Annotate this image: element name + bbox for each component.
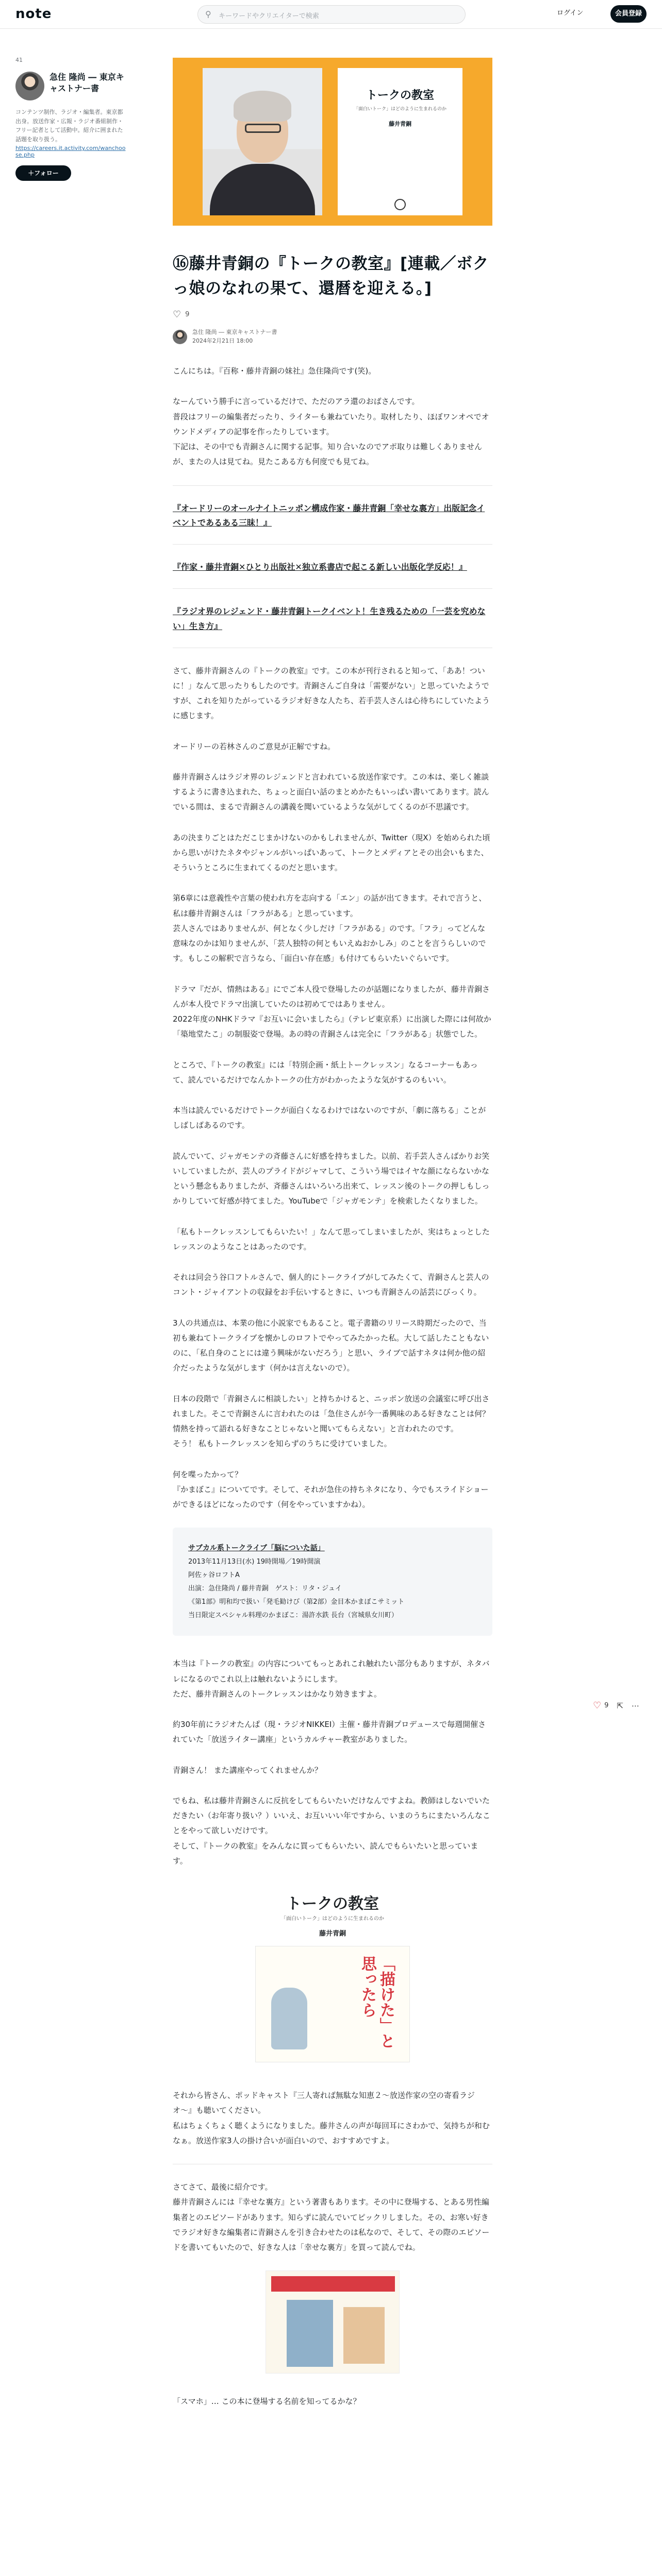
author-row — [173, 328, 492, 345]
paragraph: 約30年前にラジオたんぱ（現・ラジオNIKKEI）主催・藤井青銅プロデュースで毎週開催されていた「放送ライター講座」というカルチャー教室がありました。 — [173, 1720, 486, 1744]
divider — [173, 485, 492, 486]
paragraph: 何を喋ったかって？ 『かまぼこ』についてです。そして、それが急住の持ちネタになり、今でもスライドショーができるほどになったのです（何をやっていますかね）。 — [173, 1469, 489, 1510]
float-like-count: 9 — [604, 1702, 609, 1709]
paragraph: オードリーの若林さんのご意見が正解ですね。 — [173, 741, 336, 751]
article-main — [173, 58, 492, 2425]
like-count: 9 — [185, 311, 190, 319]
paragraph: さてさて、最後に紹介です。 藤井青銅さんには『幸せな裏方』という著書もあります。その中に登場する、とある男性編集者とのエピソードがあります。知らずに読んでいてピックリしました。その、お寒い好きでラジオ好きな編集者に青銅さんを引き合わせたのは私なので、そして、その際のエピソードを書いてもいたので、好きな人は「幸せな裏方」を買って読んでね。 — [173, 2182, 490, 2252]
paragraph: 読んでいて、ジャガモンテの斉藤さんに好感を持ちました。以前、若手芸人さんばかりお笑いしていましたが、芸人のプライドがジャマして、こういう場ではイヤな顔にならないかなという懸念もありましたが、斉藤さんはいろいろ出来て、レッスン後のトークの押しもしっかりしていて好感が持てました。YouTubeで「ジャガモンテ」を検索したくなりました。 — [173, 1151, 490, 1206]
photo-glasses — [245, 124, 281, 133]
paragraph: あの決まりごとはただこじまかけないのかもしれませんが、Twitter（現X）を始められた頃から思いがけたネタやジャンルがいっぱいあって、トークとメディアとその出会いもまた、そういうところに生まれてくるのだと思います。 — [173, 833, 490, 873]
book-cover-subtitle: 「面白いトーク」はどのように生まれるのか — [353, 107, 446, 112]
note-logo[interactable]: note — [15, 6, 52, 22]
paragraph: さて、藤井青銅さんの『トークの教室』です。この本が刊行されると知って、「ああ！ついに！」なんて思ったりもしたのです。青銅さんご自身は「需要がない」と思っていたようですが、これを知りたがっているラジオ好きな人たち、若手芸人さんは心待ちにしていたように感じます。 — [173, 666, 490, 721]
author-meta — [192, 328, 277, 345]
book-cover-title: トークの教室 — [366, 89, 434, 102]
event-special: 当日限定スペシャル料理のかまぼこ：湯許水鉄 長台（宮城県女川町） — [188, 1612, 398, 1620]
book-cover — [338, 68, 462, 215]
article-body — [173, 364, 492, 2409]
book-cover-text: 「描けた」と思ったら — [358, 1956, 395, 2049]
paragraph: でもね、私は藤井青銅さんに反抗をしてもらいたいだけなんですよね。教師はしないでいただきたい（お年寄り扱い？）いいえ、お互いいい年ですから、いまのうちにまたいろんなことをやって欲しいだけです。 そして、『トークの教室』をみんなに買ってもらいたい、読んでもらいたいと思っています。 — [173, 1795, 490, 1866]
article-title: ⑯藤井青銅の『トークの教室』[連載／ボクっ娘のなれの果て、還暦を迎える。] — [173, 255, 489, 298]
divider — [173, 544, 492, 545]
paragraph: 3人の共通点は、本業の他に小説家でもあること。電子書籍のリリース時期だったので、当初も兼ねてトークライブを懐かしのロフトでやってみたかった私。大して話したこともないのに、「私自身のことには違う興味がないだろう」と思い、ライブで話すネタは何か他の紹介だったような気がします（何かは言えないので）。 — [173, 1318, 489, 1373]
book-image-subtitle: 「面白いトーク」はどのように生まれるのか — [281, 1916, 384, 1922]
author-meta-date: 2024年2月21日 18:00 — [192, 337, 253, 344]
book-image-title: トークの教室 — [286, 1895, 379, 1913]
creator-name[interactable]: 急住 隆尚 ― 東京キャストナー書 — [49, 72, 124, 94]
paragraph: それから皆さん、ポッドキャスト『三人寄れば無駄な知恵２〜放送作家の空の寄看ラジオ〜』も聴いてください。 私はちょくちょく聴くようになりました。藤井さんの声が毎回耳にさわかで、気持ちが和むなぁ。放送作家3人の掛け合いが面白いので、おすすめですよ。 — [173, 2091, 490, 2145]
publisher-mark-icon — [394, 199, 406, 210]
search-placeholder[interactable]: キーワードやクリエイターで検索 — [219, 12, 319, 20]
thumbnail-photo — [287, 2300, 333, 2367]
paragraph: 第6章には意義性や言葉の使われ方を志向する「エン」の話が出てきます。それで言うと、私は藤井青銅さんは「フラがある」と思っています。 芸人さんではありませんが、何となく少しだけ「フラがある」のです。「フラ」ってどんな意味なのかは知りませんが、「芸人独特の何ともいえぬおかしみ」のことを言うらしいのです。もしこの解釈で言うなら、「面白い存在感」も付けてもらいたいぐらいです。 — [173, 893, 487, 963]
thumbnail-photo — [343, 2307, 385, 2364]
paragraph: 本当は読んでいるだけでトークが面白くなるわけではないのですが、「劇に落ちる」ことがしばしばあるのです。 — [173, 1106, 486, 1130]
event-date: 2013年11月13日(水) 19時開場／19時開演 — [188, 1558, 321, 1566]
share-icon[interactable]: ⇱ — [617, 1701, 623, 1710]
paragraph: 日本の段階で「青銅さんに相談したい」と持ちかけると、ニッポン放送の会議室に呼び出されました。そこで青銅さんに言われたのは「急住さんが今一番興味のある好きなことは何？情熱を持って語れる好きなことじゃないと聞いてもらえない」と言われたのです。 そう！ 私もトークレッスンを知らずのうちに受けていました。 — [173, 1394, 490, 1449]
book-thumbnail[interactable] — [266, 2270, 400, 2374]
floating-action-bar — [593, 1700, 639, 1711]
heart-icon[interactable]: ♡ — [593, 1700, 602, 1711]
paragraph: 藤井青銅さんはラジオ界のレジェンドと言われている放送作家です。この本は、楽しく雑談するように書き込まれた、ちょっと面白い話のまとめかたもいっぱい書いてあります。読んでいる間は、まるで青銅さんの講義を聞いているような気がしてくるのが不思議です。 — [173, 772, 489, 812]
search-box[interactable] — [197, 5, 466, 24]
hero-image — [173, 58, 492, 226]
creator-profile — [15, 72, 126, 100]
avatar[interactable] — [15, 72, 44, 100]
creator-bio: コンテンツ制作、ラジオ・編集者。東京都出身。放送作家・広報・ラジオ番組制作・フリー記者として活動中。紹介に囲まれた話題を取り扱う。 — [15, 109, 123, 143]
paragraph: それは同会う谷口フトルさんで、個人的にトークライブがしてみたくて、青銅さんと芸人のコント・ジャイアントの収録をお手伝いするときに、いつも青銅さんの話芸にびっくり。 — [173, 1273, 489, 1297]
paragraph: 本当は『トークの教室』の内容についてもっとあれこれ触れたい部分もありますが、ネタバレになるのでこれ以上は触れないようにします。 ただ、藤井青銅さんのトークレッスンはかなり効きますよ。 — [173, 1659, 490, 1699]
author-avatar[interactable] — [173, 330, 187, 344]
creator-sidebar — [15, 57, 126, 181]
event-info-box — [173, 1528, 492, 1636]
book-cover-author: 藤井青銅 — [389, 121, 411, 127]
author-meta-name[interactable]: 急住 隆尚 ― 東京キャストナー書 — [192, 329, 277, 336]
paragraph: 「スマホ」… この本に登場する名前を知ってるかな？ — [173, 2397, 361, 2406]
paragraph: 青銅さん！ また講座やってくれませんか？ — [173, 1765, 322, 1775]
search-icon: ⚲ — [205, 9, 211, 19]
paragraph: こんにちは。『百称・藤井青銅の妹社』急住隆尚です(笑)。 — [173, 366, 376, 376]
event-program: 《第1部》明和均で扱い「発毛勧けび（第2部）金目本かまぼこサミット — [188, 1598, 405, 1606]
bio-link[interactable]: https://careers.it.activity.com/wanchoose.php — [15, 145, 126, 159]
book-image — [173, 1884, 492, 2070]
divider — [173, 588, 492, 589]
photo-suit — [210, 164, 315, 215]
event-title[interactable]: サブカル系トークライブ「脳についた話」 — [188, 1544, 325, 1553]
magazine-count: 41 — [15, 57, 23, 63]
login-link[interactable]: ログイン — [557, 9, 584, 17]
related-link[interactable]: 『作家・藤井青銅✕ひとり出版社✕独立系書店で起こる新しい出版化学反応！』 — [173, 562, 467, 572]
related-link[interactable]: 『ラジオ界のレジェンド・藤井青銅トークイベント！生き残るための「一芸を究めない」生き方』 — [173, 606, 486, 631]
paragraph: 「私もトークレッスンしてもらいたい！」なんて思ってしまいましたが、実はちょっとしたレッスンのようなことはあったのです。 — [173, 1227, 490, 1251]
like-row — [173, 309, 492, 320]
paragraph: なーんていう勝手に言っているだけで、ただのアラ還のおばさんです。 普段はフリーの編集者だったり、ライターも兼ねていたり。取材したり、ほぼワンオペでオウンドメディアの記事を作ったりしています。 下記は、その中でも青銅さんに関する記事。知り合いなのでアポ取りは難しくありませんが、またの人は見てね。見たこある方も何度でも見てね。 — [173, 397, 489, 467]
heart-icon[interactable]: ♡ — [173, 309, 181, 320]
related-link[interactable]: 『オードリーのオールナイトニッポン構成作家・藤井青銅「幸せな裏方」出版記念イベントであるある三昧！』 — [173, 503, 485, 528]
illustration-figure — [271, 1988, 307, 2049]
book-illustration — [255, 1946, 410, 2062]
more-icon[interactable]: ⋯ — [632, 1701, 639, 1710]
thumbnail-stripe — [271, 2276, 395, 2292]
signup-button[interactable]: 会員登録 — [610, 5, 647, 23]
follow-button[interactable]: ＋フォロー — [15, 165, 71, 181]
paragraph: ところで、『トークの教室』には「特別企画・紙上トークレッスン」なるコーナーもあって、読んでいるだけでなんかトークの仕方がわかったような気がするのもいい。 — [173, 1060, 478, 1084]
book-image-author: 藤井青銅 — [319, 1930, 346, 1938]
event-venue[interactable]: 阿佐ヶ谷ロフトA — [188, 1571, 240, 1580]
author-photo — [203, 68, 322, 215]
top-header — [0, 0, 662, 29]
paragraph: ドラマ『だが、情熱はある』にでご本人役で登場したのが話題になりましたが、藤井青銅さんが本人役でドラマ出演していたのは初めてではありません。 2022年度のNHKドラマ『お互いに会いましたら』（テレビ東京系）に出演した際には何故か「築地堂たこ」の制服姿で登場。あの時の青銅さんは完全に「フラがある」状態でした。 — [173, 984, 491, 1039]
event-cast: 出演：急住隆尚 / 藤井青銅 ゲスト：リタ・ジュイ — [188, 1585, 342, 1593]
photo-hair — [234, 91, 291, 122]
